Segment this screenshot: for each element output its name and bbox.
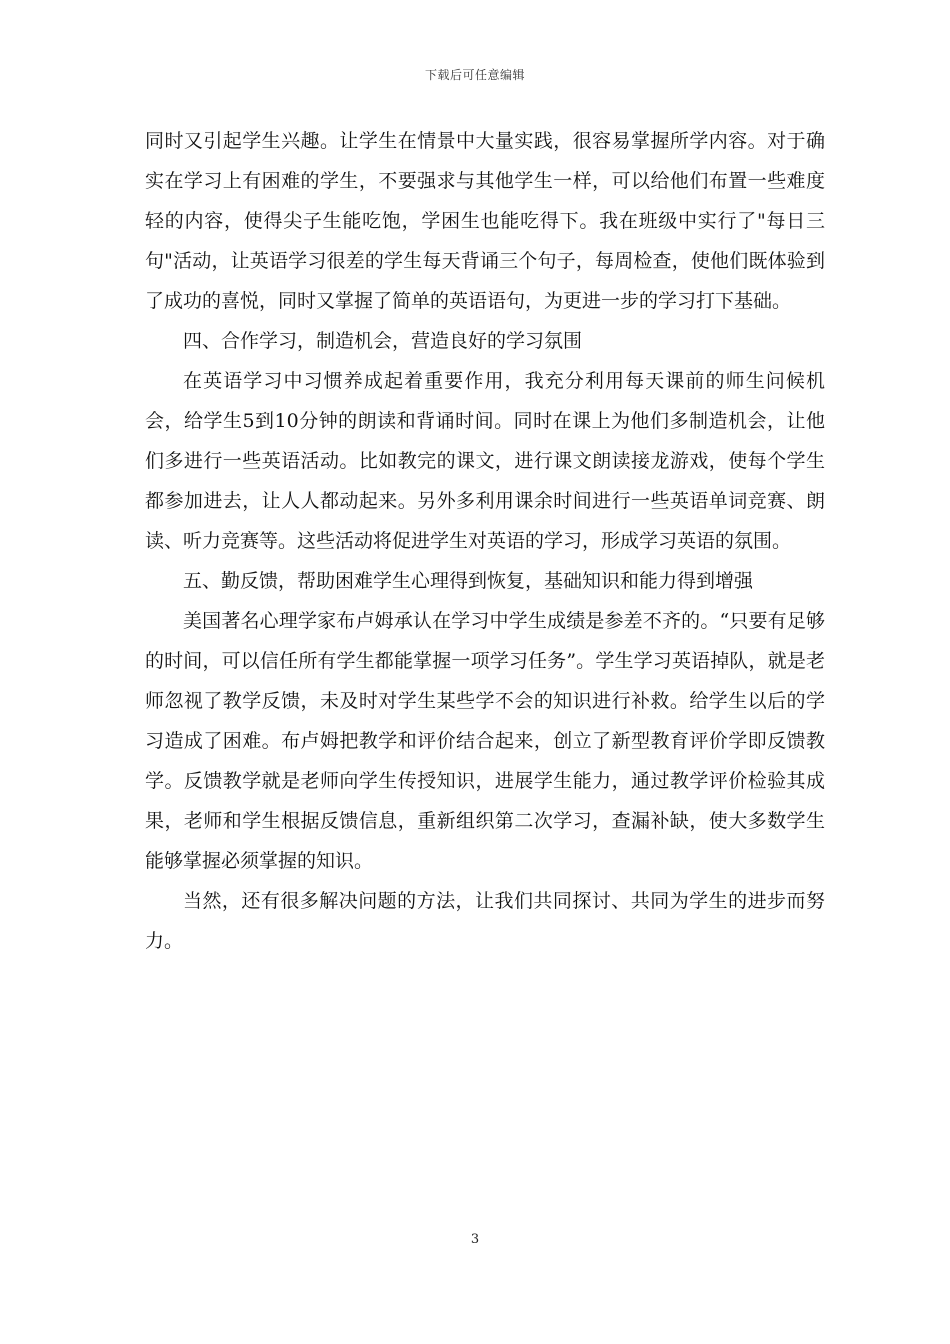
paragraph-continuation: 同时又引起学生兴趣。让学生在情景中大量实践，很容易掌握所学内容。对于确实在学习上有困难的学生，不要强求与其他学生一样，可以给他们布置一些难度轻的内容，使得尖子生能吃饱，学困生也能吃得下。我在班级中实行了"每日三句"活动，让英语学习很差的学生每天背诵三个句子，每周检查，使他们既体验到了成功的喜悦，同时又掌握了简单的英语语句，为更进一步的学习打下基础。 [145,130,825,312]
paragraph-cooperative-learning: 在英语学习中习惯养成起着重要作用，我充分利用每天课前的师生问候机会，给学生5到10分钟的朗读和背诵时间。同时在课上为他们多制造机会，让他们多进行一些英语活动。比如教完的课文，进行课文朗读接龙游戏，使每个学生都参加进去，让人人都动起来。另外多利用课余时间进行一些英语单词竞赛、朗读、听力竞赛等。这些活动将促进学生对英语的学习，形成学习英语的氛围。 [145,370,825,552]
paragraph-feedback-teaching: 美国著名心理学家布卢姆承认在学习中学生成绩是参差不齐的。“只要有足够的时间，可以信任所有学生都能掌握一项学习任务”。学生学习英语掉队，就是老师忽视了教学反馈，未及时对学生某些学不会的知识进行补救。给学生以后的学习造成了困难。布卢姆把教学和评价结合起来，创立了新型教育评价学即反馈教学。反馈教学就是老师向学生传授知识，进展学生能力，通过教学评价检验其成果，老师和学生根据反馈信息，重新组织第二次学习，查漏补缺，使大多数学生能够掌握必须掌握的知识。 [145,610,825,872]
page-header: 下载后可任意编辑 [424,68,525,82]
section-heading-four: 四、合作学习，制造机会，营造良好的学习氛围 [183,330,583,352]
page-number: 3 [470,1232,480,1247]
section-heading-five: 五、勤反馈，帮助困难学生心理得到恢复，基础知识和能力得到增强 [183,570,754,592]
paragraph-conclusion: 当然，还有很多解决问题的方法，让我们共同探讨、共同为学生的进步而努力。 [145,890,825,952]
document-body [145,121,825,961]
